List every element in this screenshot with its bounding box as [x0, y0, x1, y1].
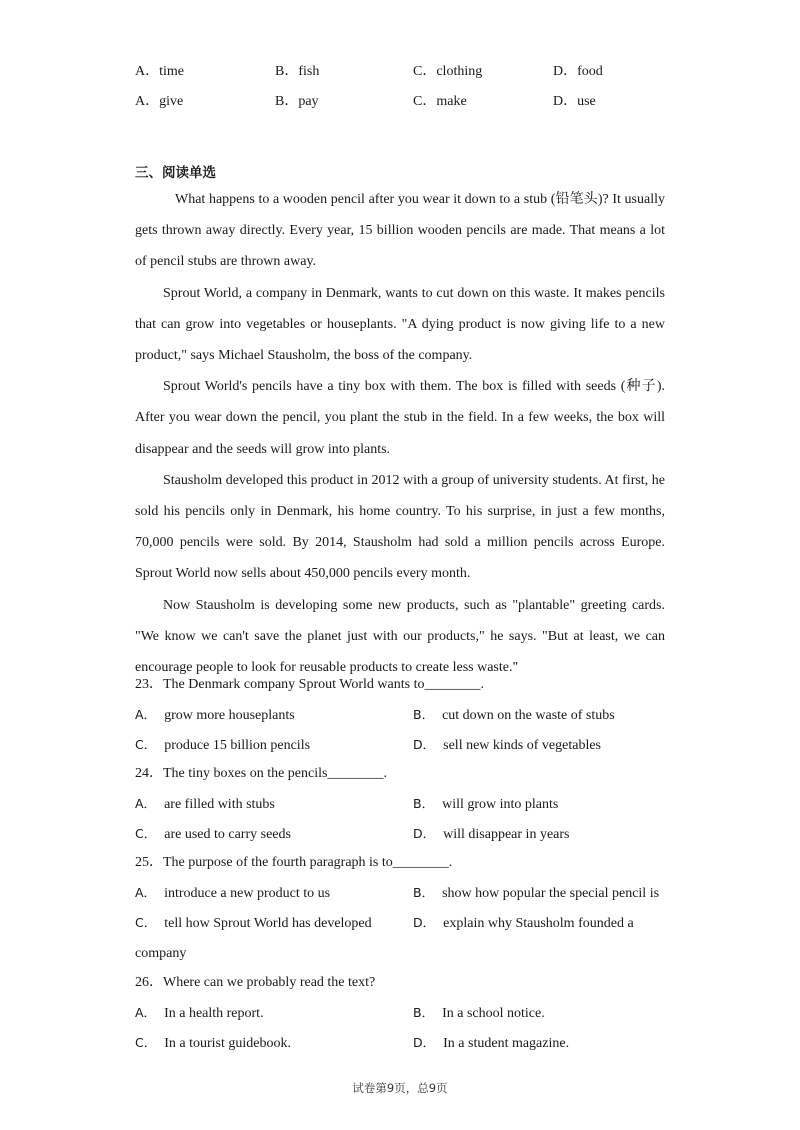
q21-option-a[interactable]: A．time [135, 64, 184, 79]
option-text: will grow into plants [442, 797, 559, 812]
q26-option-c[interactable] [135, 1033, 291, 1054]
option-label: B． [413, 885, 435, 900]
option-label: D． [413, 1035, 436, 1050]
q25-option-d-continuation: company [135, 946, 187, 961]
q22-option-a[interactable]: A．give [135, 94, 184, 109]
q23-option-a[interactable] [135, 705, 295, 726]
option-text: grow more houseplants [164, 708, 295, 723]
option-label: C． [135, 826, 157, 841]
q25-option-d[interactable] [413, 913, 634, 934]
passage-paragraph-3: Sprout World's pencils have a tiny box with them. The box is filled with seeds (种子). After you wear down the pencil, you plant the stub in the field. In a few weeks, the box will disappear and the seeds will grow into plants. [135, 379, 665, 457]
option-text: are used to carry seeds [164, 827, 291, 842]
option-label: B． [413, 1005, 435, 1020]
q24-option-a[interactable] [135, 794, 275, 815]
q21-option-d[interactable]: D．food [553, 64, 603, 79]
passage-paragraph-5: Now Stausholm is developing some new products, such as "plantable" greeting cards. "We know we can't save the planet just with our products," he says. "But at least, we can encourage people to look for reusable products to create less waste." [135, 597, 665, 676]
option-label: D． [413, 915, 436, 930]
q26-option-d[interactable] [413, 1033, 569, 1054]
option-label: B． [413, 707, 435, 722]
option-label: A． [135, 707, 157, 722]
q24-option-c[interactable] [135, 824, 291, 845]
q21-option-c[interactable]: C．clothing [413, 64, 483, 79]
option-text: In a school notice. [442, 1006, 545, 1021]
q21-option-b[interactable]: B．fish [275, 64, 320, 79]
option-label: C． [135, 1035, 157, 1050]
option-label: A． [135, 1005, 157, 1020]
q22-option-c[interactable]: C．make [413, 94, 467, 109]
question-23-stem: 23．The Denmark company Sprout World wants to________. [135, 677, 484, 692]
option-label: B． [413, 796, 435, 811]
question-21-options [135, 62, 735, 82]
option-text: show how popular the special pencil is [442, 886, 660, 901]
option-label: D． [413, 737, 436, 752]
q25-option-c[interactable] [135, 913, 372, 934]
q26-option-a[interactable] [135, 1003, 264, 1024]
option-text: tell how Sprout World has developed [164, 916, 372, 931]
question-22-options [135, 92, 735, 112]
q25-option-b[interactable] [413, 883, 659, 904]
page-footer: 试卷第9页，总9页 [352, 1081, 448, 1095]
option-text: In a tourist guidebook. [164, 1036, 291, 1051]
option-label: C． [135, 915, 157, 930]
option-label: A． [135, 796, 157, 811]
option-text: In a health report. [164, 1006, 264, 1021]
reading-passage [135, 184, 665, 683]
question-26-stem: 26．Where can we probably read the text? [135, 975, 376, 990]
section-title: 三、阅读单选 [135, 165, 216, 181]
passage-paragraph-4: Stausholm developed this product in 2012 with a group of university students. At first, he sold his pencils only in Denmark, his home country. To his surprise, in just a few months, 70,000 pencils were sold. By 2014, Stausholm had sold a million pencils across Europe. Sprout World now sells about 450,000 pencils every month. [135, 472, 665, 582]
q24-option-d[interactable] [413, 824, 570, 845]
q23-option-b[interactable] [413, 705, 615, 726]
option-text: are filled with stubs [164, 797, 275, 812]
passage-paragraph-2: Sprout World, a company in Denmark, wants to cut down on this waste. It makes pencils that can grow into vegetables or houseplants. "A dying product is now giving life to a new product," says Michael Stausholm, the boss of the company. [135, 285, 665, 364]
option-text: introduce a new product to us [164, 886, 331, 901]
q23-option-d[interactable] [413, 735, 601, 756]
passage-paragraph-1: What happens to a wooden pencil after you wear it down to a stub (铅笔头)? It usually gets thrown away directly. Every year, 15 billion wooden pencils are made. That means a lot of pencil stubs are thrown away. [135, 192, 665, 270]
option-text: In a student magazine. [443, 1036, 570, 1051]
question-24-stem: 24．The tiny boxes on the pencils________. [135, 766, 387, 781]
q25-option-a[interactable] [135, 883, 330, 904]
q22-option-b[interactable]: B．pay [275, 94, 319, 109]
option-text: produce 15 billion pencils [164, 738, 311, 753]
q22-option-d[interactable]: D．use [553, 94, 596, 109]
option-label: D． [413, 826, 436, 841]
option-text: explain why Stausholm founded a [443, 916, 634, 931]
option-text: will disappear in years [443, 827, 570, 842]
option-label: A． [135, 885, 157, 900]
option-text: cut down on the waste of stubs [442, 708, 615, 723]
q24-option-b[interactable] [413, 794, 558, 815]
question-25-stem: 25．The purpose of the fourth paragraph is to________. [135, 855, 453, 870]
q26-option-b[interactable] [413, 1003, 545, 1024]
q23-option-c[interactable] [135, 735, 310, 756]
option-text: sell new kinds of vegetables [443, 738, 601, 753]
option-label: C． [135, 737, 157, 752]
